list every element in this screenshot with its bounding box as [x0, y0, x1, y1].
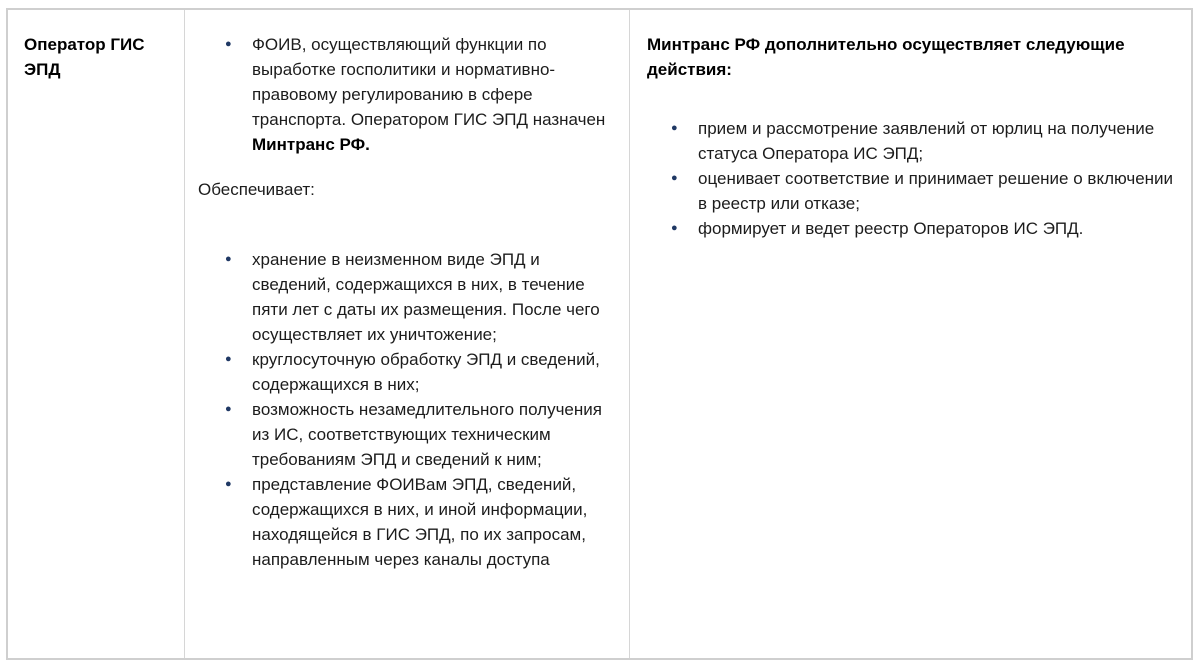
- duty-item: ● возможность незамедлительного получения из ИС, соответствующих техническим требованиям ЭПД и сведений к ним;: [224, 397, 617, 472]
- operator-duties-list: [224, 247, 617, 572]
- action-item: ● формирует и ведет реестр Операторов ИС ЭПД.: [670, 216, 1175, 241]
- operator-intro-list: [224, 32, 617, 157]
- duty-item: ● представление ФОИВам ЭПД, сведений, содержащихся в них, и иной информации, находящейся в ГИС ЭПД, по их запросам, направленным через каналы доступа: [224, 472, 617, 572]
- provides-label: Обеспечивает:: [198, 180, 315, 199]
- mintrans-actions-list: [670, 116, 1175, 241]
- mintrans-actions-cell: [630, 10, 1191, 658]
- operator-intro-bold: Минтранс РФ.: [252, 135, 370, 154]
- operator-intro-item: [224, 32, 617, 157]
- operator-intro-text: ФОИВ, осуществляющий функции по выработке госполитики и нормативно-правовому регулированию в сфере транспорта. Оператором ГИС ЭПД назначен: [252, 35, 606, 129]
- duty-item: ● круглосуточную обработку ЭПД и сведений, содержащихся в них;: [224, 347, 617, 397]
- action-item: ● оценивает соответствие и принимает решение о включении в реестр или отказе;: [670, 166, 1175, 216]
- term-cell: [8, 10, 185, 658]
- operator-description-cell: [185, 10, 630, 658]
- gis-epd-operator-table: [6, 8, 1193, 660]
- action-item: ● прием и рассмотрение заявлений от юрлиц на получение статуса Оператора ИС ЭПД;: [670, 116, 1175, 166]
- duty-item: ● хранение в неизменном виде ЭПД и сведений, содержащихся в них, в течение пяти лет с даты их размещения. После чего осуществляет их уничтожение;: [224, 247, 617, 347]
- mintrans-heading: Минтранс РФ дополнительно осуществляет следующие действия:: [647, 35, 1125, 79]
- term-title: Оператор ГИС ЭПД: [24, 35, 145, 79]
